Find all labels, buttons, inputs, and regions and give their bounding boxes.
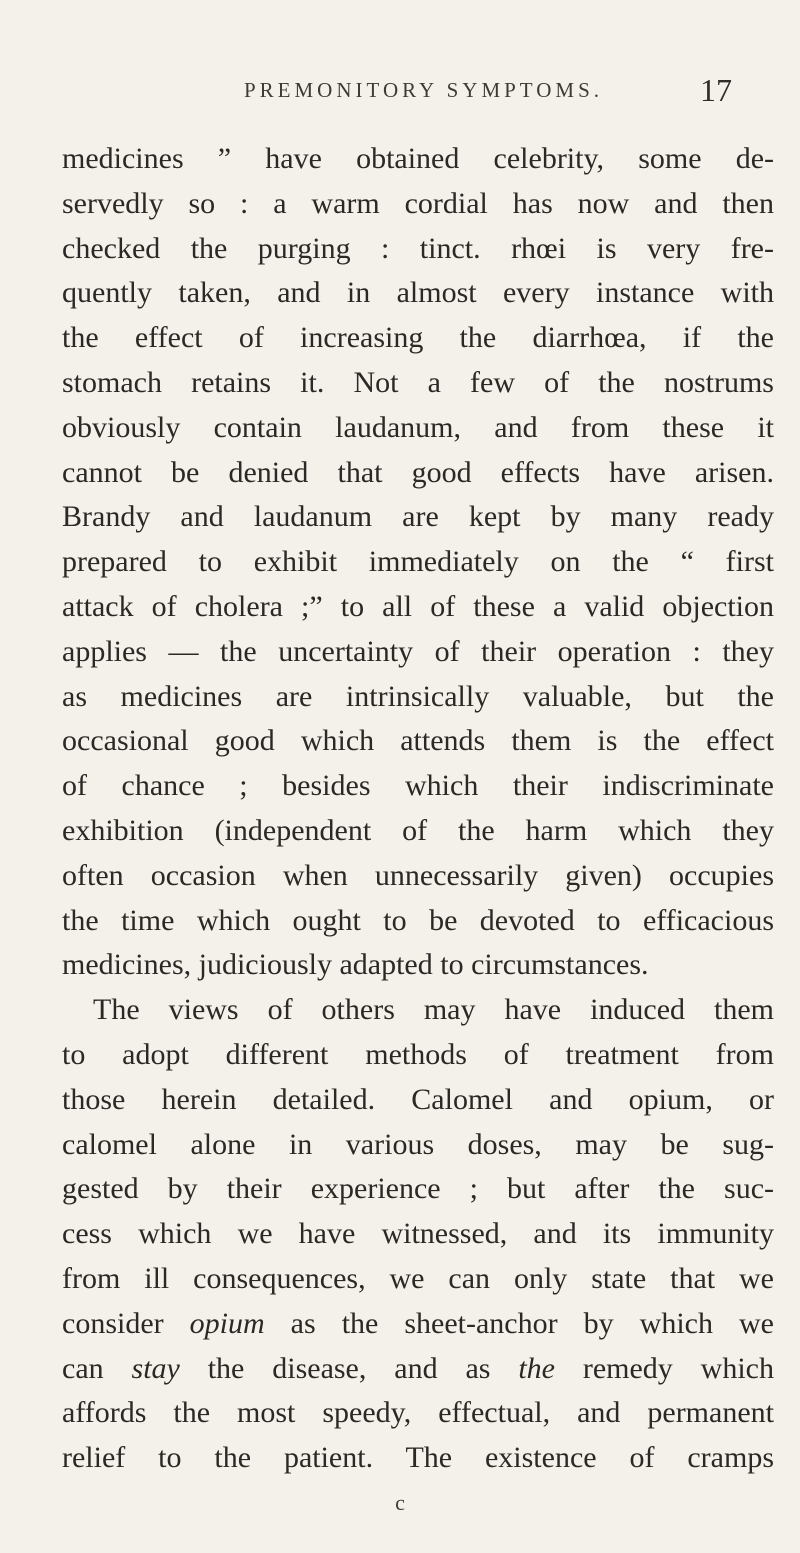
paragraph-end-line: medicines, judiciously adapted to circumstances.: [62, 948, 649, 982]
text-line: stomach retains it. Not a few of the nostrums: [62, 365, 774, 399]
text-line: affords the most speedy, effectual, and permanent: [62, 1396, 774, 1430]
text-run: can: [62, 1351, 132, 1385]
running-title: PREMONITORY SYMPTOMS.: [244, 78, 604, 102]
text-line: often occasion when unnecessarily given) occupies: [62, 858, 774, 892]
text-line: obviously contain laudanum, and from these it: [62, 410, 774, 444]
text-line-opium: [62, 1302, 774, 1347]
text-run: remedy which: [554, 1351, 774, 1385]
text-line: attack of cholera ;” to all of these a valid objection: [62, 589, 774, 623]
text-line: occasional good which attends them is the effect: [62, 724, 774, 758]
text-line: as medicines are intrinsically valuable, but the: [62, 679, 774, 713]
emphasis-stay: stay: [131, 1351, 180, 1385]
text-line: medicines ” have obtained celebrity, some de-: [62, 142, 774, 175]
text-line: servedly so : a warm cordial has now and then: [62, 186, 774, 220]
running-head: [244, 72, 764, 114]
paragraph-start-line: The views of others may have induced them: [93, 993, 774, 1027]
text-run: the disease, and as: [179, 1351, 519, 1385]
text-line: the effect of increasing the diarrhœa, if the: [62, 321, 774, 355]
text-line: relief to the patient. The existence of cramps: [62, 1441, 774, 1475]
text-line: exhibition (independent of the harm which they: [62, 813, 774, 847]
text-line: checked the purging : tinct. rhœi is very fre-: [62, 231, 774, 265]
text-line: applies — the uncertainty of their operation : they: [62, 634, 774, 668]
text-line: those herein detailed. Calomel and opium, or: [62, 1082, 774, 1116]
text-line: calomel alone in various doses, may be sug-: [62, 1127, 774, 1161]
emphasis-opium: opium: [189, 1306, 265, 1340]
text-run: consider: [62, 1306, 190, 1340]
text-line-stay: [62, 1347, 774, 1392]
text-line: gested by their experience ; but after the suc-: [62, 1172, 774, 1206]
text-line: from ill consequences, we can only state that we: [62, 1261, 774, 1295]
text-line: Brandy and laudanum are kept by many ready: [62, 500, 774, 534]
text-line: of chance ; besides which their indiscriminate: [62, 769, 774, 803]
text-line: cannot be denied that good effects have arisen.: [62, 455, 774, 489]
text-line: to adopt different methods of treatment from: [62, 1037, 774, 1071]
page-number: 17: [700, 72, 732, 108]
text-line: the time which ought to be devoted to efficacious: [62, 903, 774, 937]
signature-mark: c: [395, 1490, 405, 1515]
emphasis-the: the: [518, 1351, 555, 1385]
text-line: prepared to exhibit immediately on the “ first: [62, 545, 774, 579]
body-text: [62, 137, 774, 1481]
text-line: cess which we have witnessed, and its immunity: [62, 1217, 774, 1251]
text-run: as the sheet-anchor by which we: [264, 1306, 774, 1340]
text-line: quently taken, and in almost every instance with: [62, 276, 774, 310]
